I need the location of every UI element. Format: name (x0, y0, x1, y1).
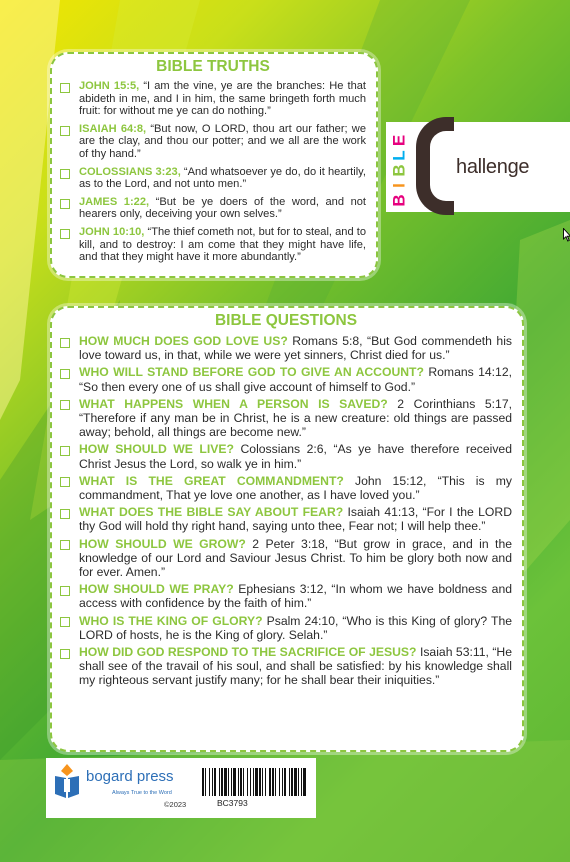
item-text (79, 582, 512, 610)
list-item (60, 537, 512, 580)
barcode-bar (233, 768, 236, 796)
barcode-bar (262, 768, 263, 796)
list-item (60, 365, 512, 393)
checkbox-square-icon (60, 369, 70, 379)
item-text (79, 365, 512, 393)
mouse-cursor-icon (563, 228, 570, 242)
verse-text: “But now, O LORD, thou art our father; we are the clay, and thou our potter; and we all are the work of thy hand.” (79, 122, 366, 160)
verse-text: “I am the vine, ye are the branches: He that abideth in me, and I in him, the same bringeth forth much fruit: for without me ye can do nothing.” (79, 80, 366, 118)
checkbox-square-icon (60, 229, 70, 239)
barcode-bar (284, 768, 286, 796)
list-item (60, 582, 512, 610)
verse-text: Psalm 24:10, “Who is this King of glory? The LORD of hosts, he is the King of glory. Selah.” (79, 613, 513, 642)
barcode-bar (294, 768, 297, 796)
checkbox-square-icon (60, 446, 70, 456)
item-text (79, 80, 366, 118)
item-text (79, 505, 512, 533)
publisher-footer (46, 758, 316, 818)
verse-text: 2 Corinthians 5:17, “Therefore if any man be in Christ, he is a new creature: old things are passed away; behold, all things are become new.” (79, 396, 512, 440)
barcode-bar (272, 768, 274, 796)
item-text (79, 226, 366, 264)
question-text: HOW SHOULD WE LIVE? (79, 442, 234, 457)
barcode-bar (275, 768, 276, 796)
list-item (60, 166, 366, 191)
barcode-bar (269, 768, 271, 796)
verse-text: Isaiah 53:11, “He shall see of the travail of his soul, and shall be satisfied: by his knowledge shall my righteous servant justify many; for he shall bear their iniquities.” (79, 645, 512, 688)
barcode-bar (282, 768, 283, 796)
verse-reference: JAMES 1:22, (79, 195, 150, 208)
list-item (60, 397, 512, 440)
bible-truths-heading: BIBLE TRUTHS (156, 58, 270, 75)
question-text: WHAT IS THE GREAT COMMANDMENT? (79, 473, 344, 488)
item-text (79, 123, 366, 161)
list-item (60, 505, 512, 533)
item-text (79, 334, 512, 362)
checkbox-square-icon (60, 169, 70, 179)
question-text: HOW MUCH DOES GOD LOVE US? (79, 334, 288, 348)
question-text: HOW SHOULD WE GROW? (79, 536, 246, 551)
checkbox-square-icon (60, 649, 70, 659)
barcode-bar (219, 768, 220, 796)
list-item (60, 474, 512, 502)
logo-letter: B (389, 194, 409, 207)
barcode-bar (228, 768, 229, 796)
list-item (60, 80, 366, 118)
question-text: WHAT DOES THE BIBLE SAY ABOUT FEAR? (79, 505, 344, 520)
barcode-bar (250, 768, 251, 796)
list-item (60, 614, 512, 642)
list-item (60, 196, 366, 221)
barcode-bar (238, 768, 239, 796)
barcode-bar (255, 768, 258, 796)
item-text (79, 537, 512, 580)
barcode-bar (253, 768, 254, 796)
list-item (60, 123, 366, 161)
barcode-image (202, 768, 306, 796)
barcode-bar (301, 768, 302, 796)
bible-questions-card (50, 306, 524, 752)
bible-challenge-logo (386, 122, 570, 212)
barcode-bar (291, 768, 293, 796)
checkbox-square-icon (60, 400, 70, 410)
barcode-bar (231, 768, 232, 796)
item-text (79, 397, 512, 440)
publisher-name: bogard press (86, 768, 174, 785)
verse-text: “But be ye doers of the word, and not hearers only, deceiving your own selves.” (79, 195, 366, 221)
item-text (79, 196, 366, 221)
barcode-bar (214, 768, 216, 796)
checkbox-square-icon (60, 540, 70, 550)
barcode-bar (224, 768, 227, 796)
bogard-press-logo-icon (51, 762, 83, 802)
barcode-bar (279, 768, 280, 796)
question-text: HOW SHOULD WE PRAY? (79, 582, 234, 597)
barcode-bar (240, 768, 242, 796)
checkbox-square-icon (60, 477, 70, 487)
barcode-bar (209, 768, 210, 796)
logo-letter: I (389, 183, 409, 188)
verse-text: “The thief cometh not, but for to steal, and to kill, and to destroy: I am come that they might have life, and that they might have it more abundantly.” (79, 225, 366, 264)
verse-text: Ephesians 3:12, “In whom we have boldness and access with confidence by the faith of him.” (79, 582, 512, 611)
checkbox-square-icon (60, 586, 70, 596)
verse-reference: COLOSSIANS 3:23, (79, 165, 181, 178)
barcode-bar (259, 768, 261, 796)
question-text: WHO WILL STAND BEFORE GOD TO GIVE AN ACCOUNT? (79, 365, 424, 380)
barcode-bar (303, 768, 306, 796)
barcode-bar (212, 768, 213, 796)
verse-text: Romans 14:12, “So then every one of us shall give account of himself to God.” (79, 365, 512, 394)
list-item (60, 645, 512, 688)
verse-text: John 15:12, “This is my commandment, That ye love one another, as I have loved you.” (79, 473, 512, 503)
checkbox-square-icon (60, 509, 70, 519)
item-text (79, 614, 512, 642)
item-text (79, 645, 512, 688)
barcode-bar (289, 768, 290, 796)
verse-text: Colossians 2:6, “As ye have therefore received Christ Jesus the Lord, so walk ye in him.” (79, 442, 512, 471)
barcode-bar (247, 768, 248, 796)
checkbox-square-icon (60, 617, 70, 627)
list-item (60, 226, 366, 264)
item-text (79, 442, 512, 470)
item-text (79, 474, 512, 502)
question-text: HOW DID GOD RESPOND TO THE SACRIFICE OF JESUS? (79, 645, 417, 660)
verse-reference: ISAIAH 64:8, (79, 122, 147, 135)
verse-reference: JOHN 10:10, (79, 225, 145, 238)
bible-truths-card (50, 52, 378, 278)
checkbox-square-icon (60, 199, 70, 209)
big-c-letter (416, 117, 454, 215)
list-item (60, 334, 512, 362)
publisher-tagline: Always True to the Word (112, 790, 172, 796)
checkbox-square-icon (60, 126, 70, 136)
list-item (60, 442, 512, 470)
logo-letter: E (389, 134, 409, 147)
barcode-bar (265, 768, 266, 796)
barcode-bar (243, 768, 244, 796)
product-code: BC3793 (217, 798, 248, 808)
bible-questions-heading: BIBLE QUESTIONS (214, 312, 358, 329)
barcode-bar (205, 768, 206, 796)
barcode-bar (202, 768, 204, 796)
verse-text: 2 Peter 3:18, “But grow in grace, and in the knowledge of our Lord and Saviour Jesus Christ. To him be glory both now and for ever. Amen.” (79, 536, 512, 580)
item-text (79, 166, 366, 191)
question-text: WHAT HAPPENS WHEN A PERSON IS SAVED? (79, 396, 388, 411)
barcode-bar (298, 768, 299, 796)
logo-letter: L (389, 150, 409, 161)
checkbox-square-icon (60, 83, 70, 93)
checkbox-square-icon (60, 338, 70, 348)
verse-text: Romans 5:8, “But God commendeth his love toward us, in that, while we were yet sinners, Christ died for us.” (79, 334, 512, 363)
barcode-bar (221, 768, 223, 796)
challenge-word: hallenge (456, 156, 530, 178)
bible-vertical-word (388, 130, 410, 208)
question-text: WHO IS THE KING OF GLORY? (79, 613, 263, 628)
copyright-text: ©2023 (164, 800, 187, 809)
verse-reference: JOHN 15:5, (79, 80, 140, 92)
verse-text: “And whatsoever ye do, do it heartily, as to the Lord, and not unto men.” (79, 165, 366, 191)
verse-text: Isaiah 41:13, “For I the LORD thy God will hold thy right hand, saying unto thee, Fear not; I will help thee.” (79, 505, 512, 534)
logo-letter: B (389, 164, 409, 177)
